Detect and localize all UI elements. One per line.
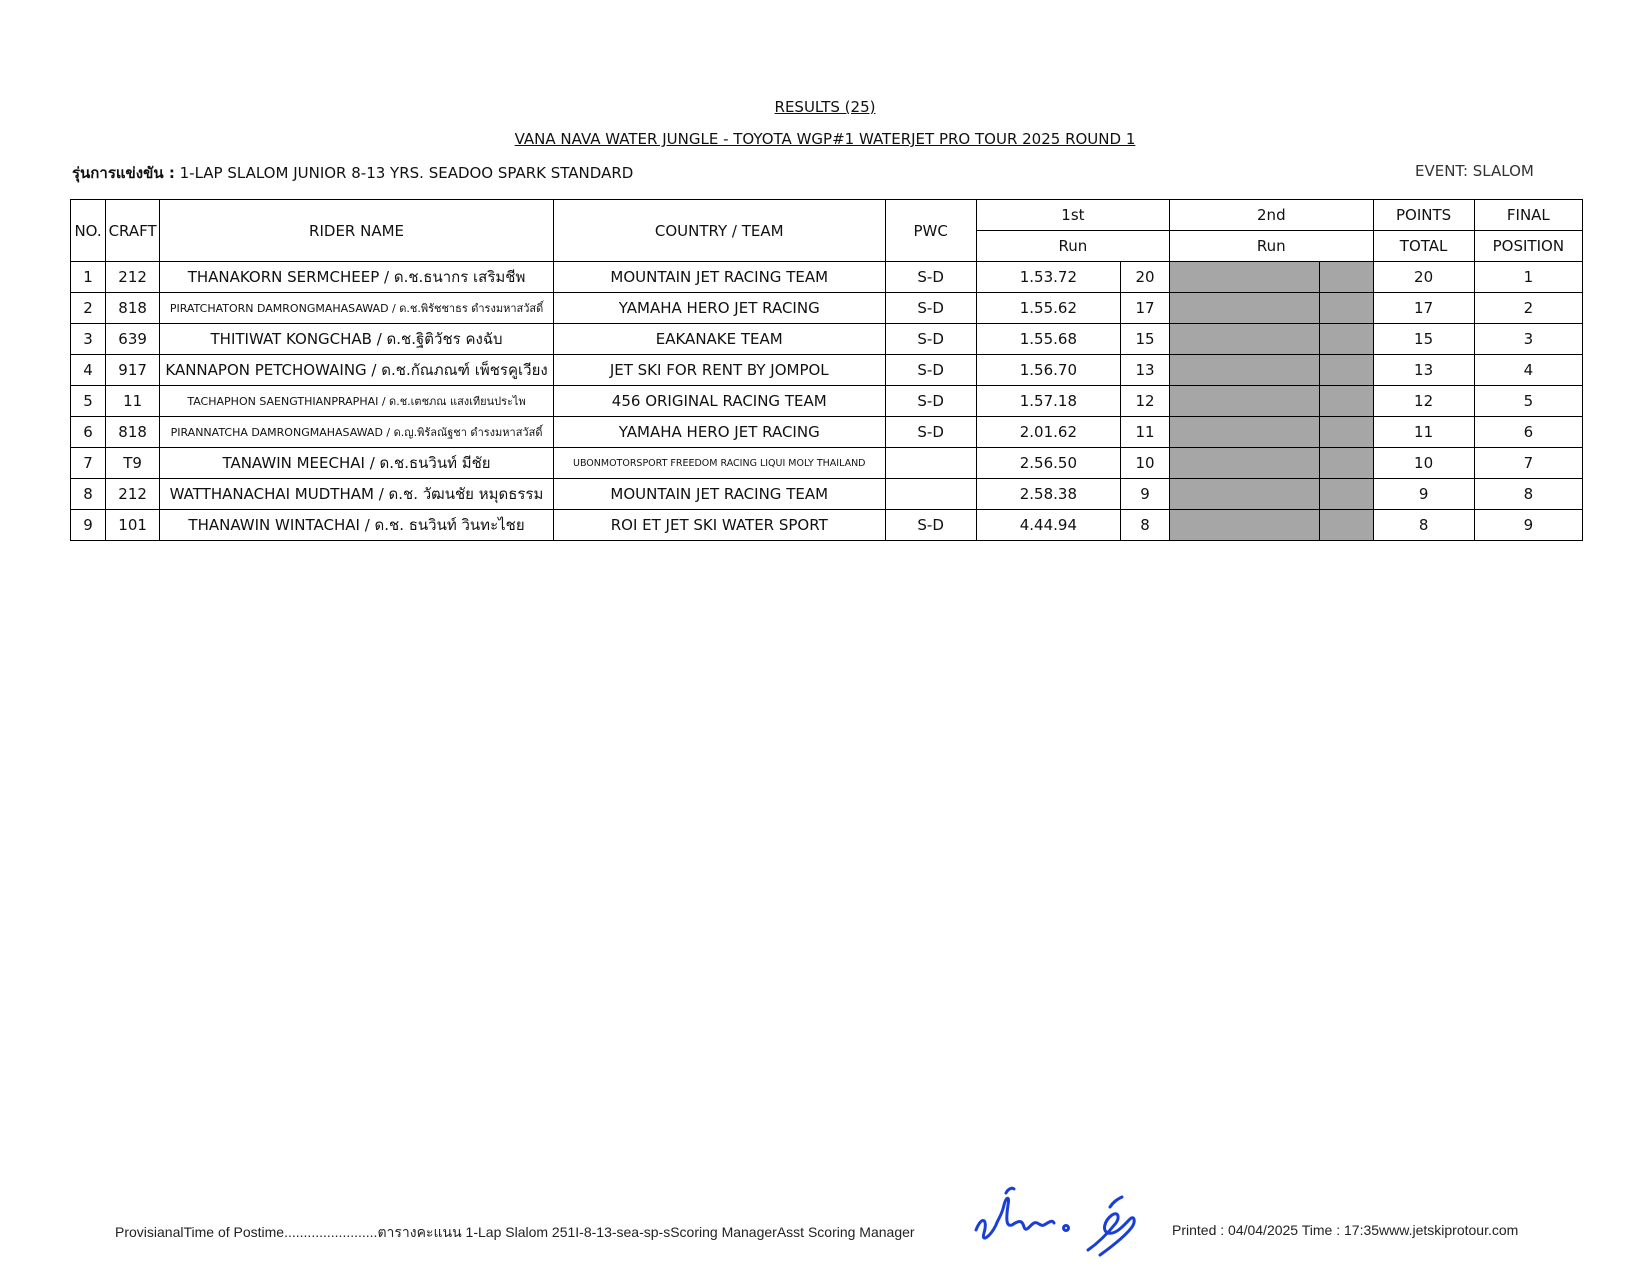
cell-no: 6 xyxy=(71,417,106,448)
event-title: VANA NAVA WATER JUNGLE - TOYOTA WGP#1 WATERJET PRO TOUR 2025 ROUND 1 xyxy=(514,130,1136,148)
table-row xyxy=(71,324,1583,355)
cell-craft: 917 xyxy=(106,355,160,386)
table-row xyxy=(71,293,1583,324)
cell-run1-points: 17 xyxy=(1121,293,1170,324)
header-second-run: Run xyxy=(1170,231,1373,262)
cell-run2-points xyxy=(1320,386,1373,417)
header-second: 2nd xyxy=(1170,200,1373,231)
footer-right-text: Printed : 04/04/2025 Time : 17:35www.jetskiprotour.com xyxy=(1172,1222,1519,1238)
table-row xyxy=(71,262,1583,293)
cell-points-total: 17 xyxy=(1373,293,1474,324)
cell-rider: KANNAPON PETCHOWAING / ด.ช.กัณภณฑ์ เพ็ชรคูเวียง xyxy=(160,355,554,386)
header-points-total: TOTAL xyxy=(1373,231,1474,262)
table-row xyxy=(71,417,1583,448)
cell-run2-points xyxy=(1320,417,1373,448)
cell-run2-time xyxy=(1170,417,1320,448)
table-row xyxy=(71,479,1583,510)
cell-final-position: 6 xyxy=(1474,417,1582,448)
cell-team: YAMAHA HERO JET RACING xyxy=(553,417,885,448)
header-points: POINTS xyxy=(1373,200,1474,231)
cell-run2-points xyxy=(1320,510,1373,541)
header-craft: CRAFT xyxy=(106,200,160,262)
cell-run2-time xyxy=(1170,448,1320,479)
cell-run2-points xyxy=(1320,262,1373,293)
cell-run1-points: 11 xyxy=(1121,417,1170,448)
cell-run1-points: 8 xyxy=(1121,510,1170,541)
cell-rider: THANAWIN WINTACHAI / ด.ช. ธนวินท์ วินทะไชย xyxy=(160,510,554,541)
cell-team: YAMAHA HERO JET RACING xyxy=(553,293,885,324)
cell-rider: WATTHANACHAI MUDTHAM / ด.ช. วัฒนชัย หมุดธรรม xyxy=(160,479,554,510)
cell-run1-time: 1.53.72 xyxy=(976,262,1120,293)
cell-final-position: 8 xyxy=(1474,479,1582,510)
cell-run2-time xyxy=(1170,324,1320,355)
cell-no: 2 xyxy=(71,293,106,324)
header-first: 1st xyxy=(976,200,1169,231)
table-row xyxy=(71,355,1583,386)
results-table xyxy=(70,199,1583,541)
cell-run2-time xyxy=(1170,293,1320,324)
cell-team: MOUNTAIN JET RACING TEAM xyxy=(553,479,885,510)
cell-craft: 101 xyxy=(106,510,160,541)
cell-pwc xyxy=(885,448,976,479)
cell-final-position: 1 xyxy=(1474,262,1582,293)
header-rider-name: RIDER NAME xyxy=(160,200,554,262)
cell-points-total: 9 xyxy=(1373,479,1474,510)
cell-run2-time xyxy=(1170,262,1320,293)
cell-run2-time xyxy=(1170,510,1320,541)
header-no: NO. xyxy=(71,200,106,262)
cell-no: 4 xyxy=(71,355,106,386)
cell-team: EAKANAKE TEAM xyxy=(553,324,885,355)
cell-pwc: S-D xyxy=(885,293,976,324)
cell-craft: 212 xyxy=(106,479,160,510)
cell-points-total: 15 xyxy=(1373,324,1474,355)
cell-run1-points: 13 xyxy=(1121,355,1170,386)
cell-pwc: S-D xyxy=(885,386,976,417)
cell-run2-time xyxy=(1170,386,1320,417)
cell-run1-points: 20 xyxy=(1121,262,1170,293)
header-first-run: Run xyxy=(976,231,1169,262)
cell-no: 3 xyxy=(71,324,106,355)
cell-run1-time: 1.55.62 xyxy=(976,293,1120,324)
cell-points-total: 13 xyxy=(1373,355,1474,386)
cell-run1-time: 2.58.38 xyxy=(976,479,1120,510)
cell-final-position: 3 xyxy=(1474,324,1582,355)
cell-rider: TANAWIN MEECHAI / ด.ช.ธนวินท์ มีชัย xyxy=(160,448,554,479)
category-line xyxy=(72,161,633,185)
cell-final-position: 4 xyxy=(1474,355,1582,386)
cell-final-position: 2 xyxy=(1474,293,1582,324)
header-final-position: POSITION xyxy=(1474,231,1582,262)
cell-final-position: 9 xyxy=(1474,510,1582,541)
cell-points-total: 11 xyxy=(1373,417,1474,448)
cell-run1-time: 2.01.62 xyxy=(976,417,1120,448)
cell-team: ROI ET JET SKI WATER SPORT xyxy=(553,510,885,541)
cell-pwc xyxy=(885,479,976,510)
category-value: 1-LAP SLALOM JUNIOR 8-13 YRS. SEADOO SPARK STANDARD xyxy=(179,164,634,182)
cell-run2-points xyxy=(1320,479,1373,510)
cell-run1-points: 12 xyxy=(1121,386,1170,417)
cell-craft: 818 xyxy=(106,417,160,448)
cell-pwc: S-D xyxy=(885,324,976,355)
cell-no: 9 xyxy=(71,510,106,541)
footer-left-text: ProvisianalTime of Postime........................ตารางคะแนน 1-Lap Slalom 251I-8-13-sea-sp-sScoring ManagerAsst Scoring Manager xyxy=(115,1224,915,1240)
cell-run2-points xyxy=(1320,355,1373,386)
cell-rider: TACHAPHON SAENGTHIANPRAPHAI / ด.ช.เตชภณ แสงเทียนประไพ xyxy=(160,386,554,417)
signature-image xyxy=(968,1175,1168,1265)
cell-pwc: S-D xyxy=(885,262,976,293)
cell-run1-time: 1.56.70 xyxy=(976,355,1120,386)
cell-craft: 639 xyxy=(106,324,160,355)
header-country-team: COUNTRY / TEAM xyxy=(553,200,885,262)
cell-no: 5 xyxy=(71,386,106,417)
event-label: EVENT: SLALOM xyxy=(1415,162,1534,180)
cell-pwc: S-D xyxy=(885,355,976,386)
cell-craft: 818 xyxy=(106,293,160,324)
cell-rider: PIRATCHATORN DAMRONGMAHASAWAD / ด.ช.พิรัชชาธร ดำรงมหาสวัสดิ์ xyxy=(160,293,554,324)
table-row xyxy=(71,510,1583,541)
cell-team: MOUNTAIN JET RACING TEAM xyxy=(553,262,885,293)
cell-run2-points xyxy=(1320,324,1373,355)
cell-rider: PIRANNATCHA DAMRONGMAHASAWAD / ด.ญ.พิรัลณัฐชา ดำรงมหาสวัสดิ์ xyxy=(160,417,554,448)
cell-run1-points: 15 xyxy=(1121,324,1170,355)
cell-pwc: S-D xyxy=(885,510,976,541)
header-final: FINAL xyxy=(1474,200,1582,231)
cell-run1-points: 10 xyxy=(1121,448,1170,479)
cell-craft: 11 xyxy=(106,386,160,417)
header-pwc: PWC xyxy=(885,200,976,262)
cell-rider: THITIWAT KONGCHAB / ด.ช.ฐิติวัชร คงฉับ xyxy=(160,324,554,355)
cell-team: JET SKI FOR RENT BY JOMPOL xyxy=(553,355,885,386)
cell-craft: T9 xyxy=(106,448,160,479)
cell-team: UBONMOTORSPORT FREEDOM RACING LIQUI MOLY THAILAND xyxy=(553,448,885,479)
results-title: RESULTS (25) xyxy=(774,98,876,116)
cell-run2-points xyxy=(1320,448,1373,479)
cell-pwc: S-D xyxy=(885,417,976,448)
cell-run1-points: 9 xyxy=(1121,479,1170,510)
cell-craft: 212 xyxy=(106,262,160,293)
cell-team: 456 ORIGINAL RACING TEAM xyxy=(553,386,885,417)
cell-no: 8 xyxy=(71,479,106,510)
cell-run2-time xyxy=(1170,479,1320,510)
table-row xyxy=(71,448,1583,479)
results-body xyxy=(71,262,1583,541)
cell-run1-time: 4.44.94 xyxy=(976,510,1120,541)
cell-run1-time: 2.56.50 xyxy=(976,448,1120,479)
cell-final-position: 5 xyxy=(1474,386,1582,417)
cell-points-total: 10 xyxy=(1373,448,1474,479)
cell-rider: THANAKORN SERMCHEEP / ด.ช.ธนากร เสริมชีพ xyxy=(160,262,554,293)
cell-final-position: 7 xyxy=(1474,448,1582,479)
cell-no: 7 xyxy=(71,448,106,479)
cell-run1-time: 1.55.68 xyxy=(976,324,1120,355)
cell-points-total: 20 xyxy=(1373,262,1474,293)
table-row xyxy=(71,386,1583,417)
cell-points-total: 12 xyxy=(1373,386,1474,417)
category-label: รุ่นการแข่งขัน : xyxy=(72,164,175,182)
cell-run1-time: 1.57.18 xyxy=(976,386,1120,417)
cell-no: 1 xyxy=(71,262,106,293)
cell-run2-time xyxy=(1170,355,1320,386)
cell-points-total: 8 xyxy=(1373,510,1474,541)
cell-run2-points xyxy=(1320,293,1373,324)
